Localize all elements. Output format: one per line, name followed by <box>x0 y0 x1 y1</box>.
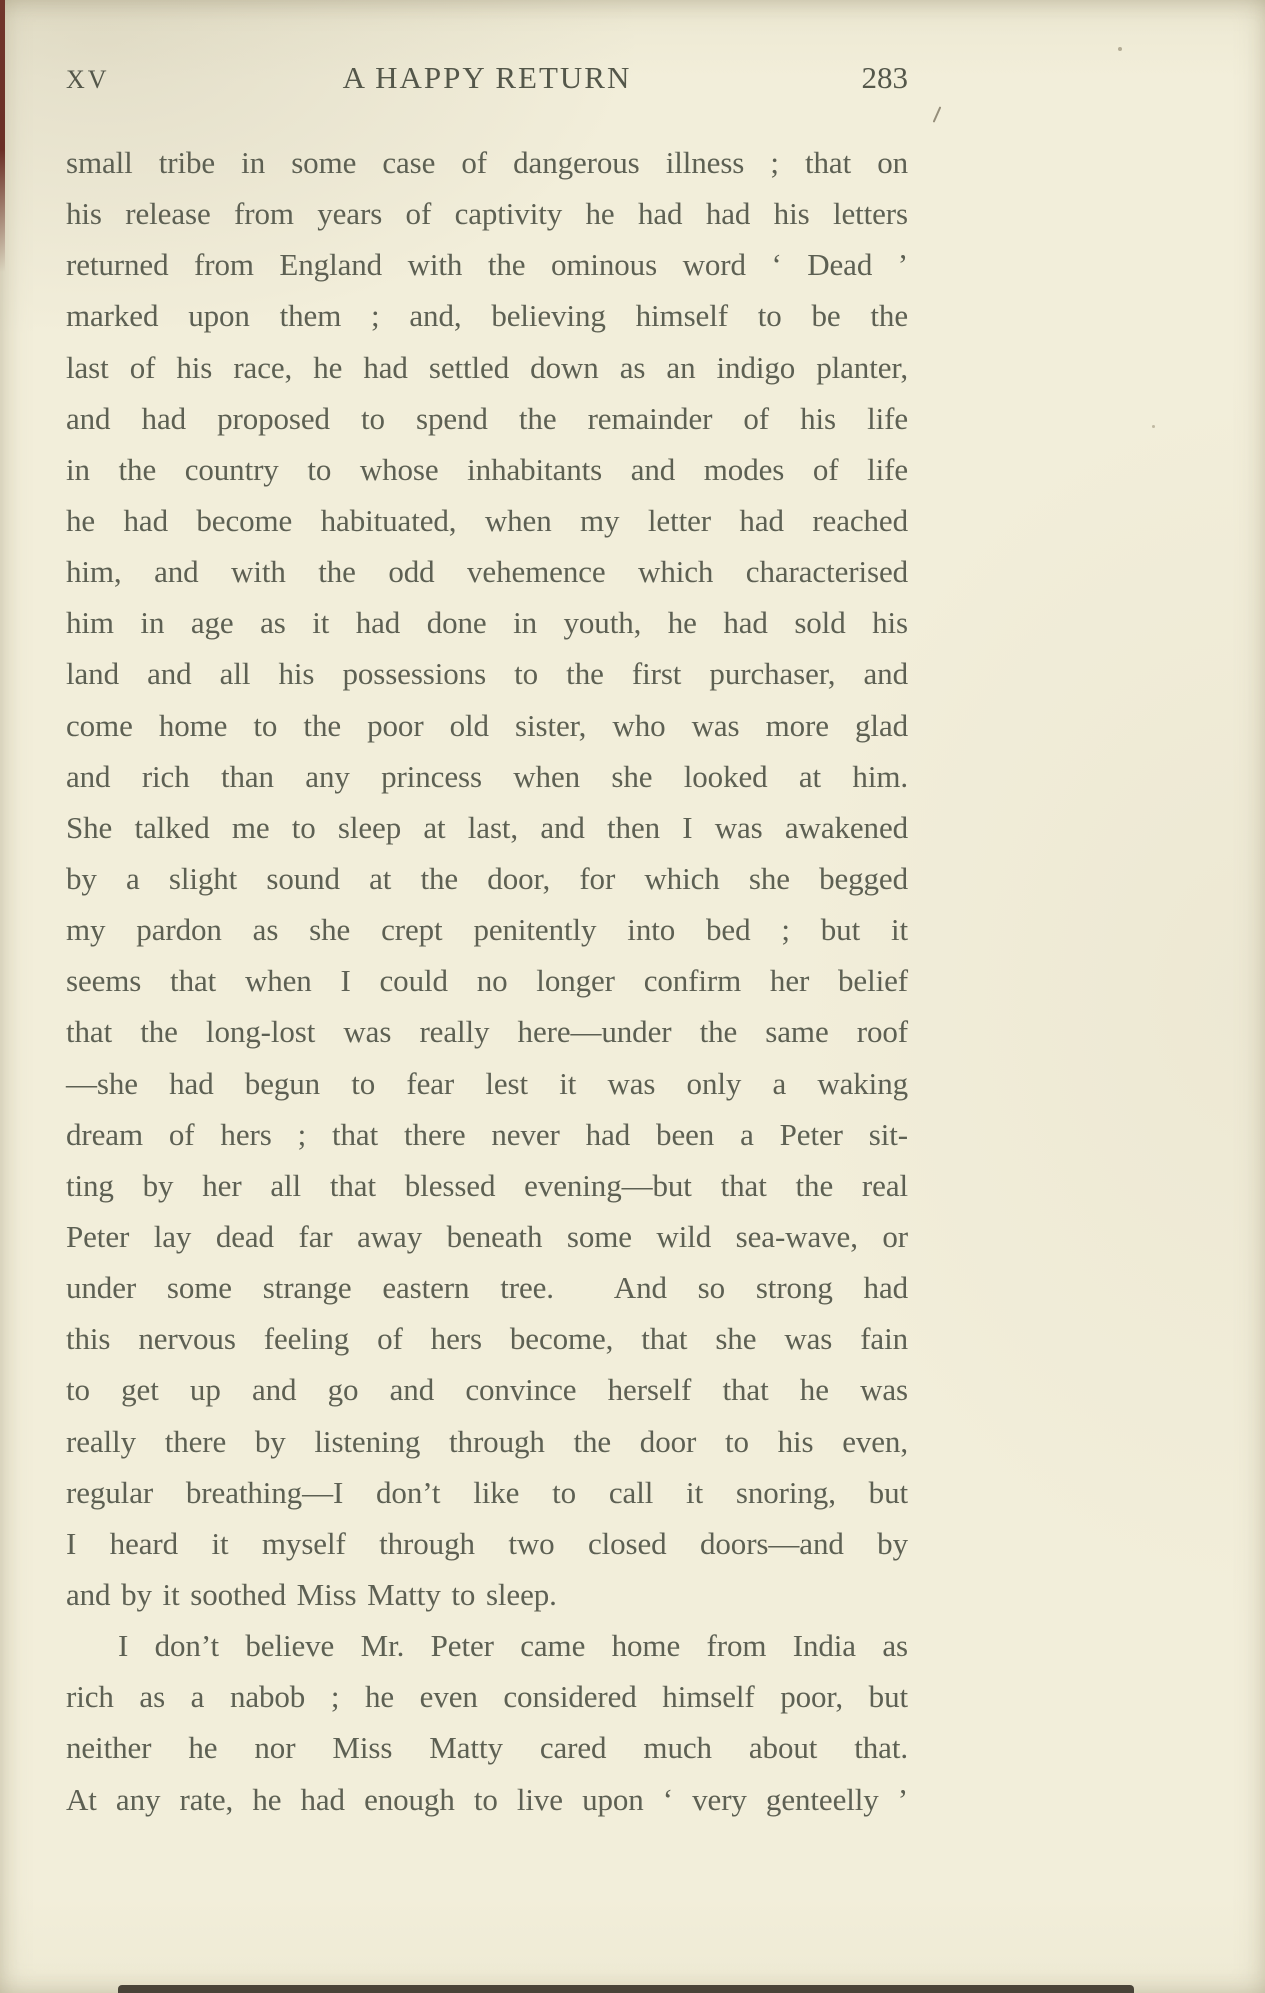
page-header-title: A HAPPY RETURN <box>342 60 632 95</box>
text-line: —she had begun to fear lest it was only a waking <box>66 1065 908 1101</box>
text-line: this nervous feeling of hers become, that she was fain <box>66 1321 908 1357</box>
text-line: my pardon as she crept penitently into bed ; but it <box>66 912 908 948</box>
page-number: 283 <box>861 60 908 95</box>
text-line: come home to the poor old sister, who was more glad <box>66 707 908 743</box>
text-line: marked upon them ; and, believing himself to be the <box>66 298 908 334</box>
text-line: small tribe in some case of dangerous illness ; that on <box>66 145 908 180</box>
text-line: At any rate, he had enough to live upon ‘ very genteelly ’ <box>66 1781 908 1817</box>
text-line: I heard it myself through two closed doors—and by <box>66 1525 908 1561</box>
text-line: returned from England with the ominous word ‘ Dead ’ <box>66 247 908 283</box>
text-line: to get up and go and convince herself that he was <box>66 1372 908 1408</box>
text-line: rich as a nabob ; he even considered himself poor, but <box>66 1679 908 1715</box>
text-line: neither he nor Miss Matty cared much about that. <box>66 1730 908 1766</box>
text-line-paragraph-start: I don’t believe Mr. Peter came home from India as <box>118 1628 908 1664</box>
text-line: that the long-lost was really here—under the same roof <box>66 1014 908 1050</box>
scan-artifact-speck <box>1152 425 1155 428</box>
chapter-number: XV <box>66 65 110 94</box>
text-line: last of his race, he had settled down as an indigo planter, <box>66 349 908 385</box>
text-line: by a slight sound at the door, for which she begged <box>66 860 908 896</box>
text-line: his release from years of captivity he had had his letters <box>66 196 908 232</box>
text-line: ting by her all that blessed evening—but that the real <box>66 1167 908 1203</box>
running-header <box>66 60 908 96</box>
scan-artifact-left-edge <box>0 0 5 272</box>
scan-artifact-speck <box>1118 47 1122 51</box>
body-text-block <box>66 137 908 1825</box>
text-line: him in age as it had done in youth, he had sold his <box>66 605 908 641</box>
text-line: him, and with the odd vehemence which characterised <box>66 554 908 590</box>
scan-artifact-bottom-edge <box>118 1985 1134 1993</box>
text-line: under some strange eastern tree. And so strong had <box>66 1270 908 1306</box>
text-line: really there by listening through the door to his even, <box>66 1423 908 1459</box>
text-line: dream of hers ; that there never had been a Peter sit- <box>66 1116 908 1152</box>
text-line: regular breathing—I don’t like to call it snoring, but <box>66 1474 908 1510</box>
text-line-paragraph-end: and by it soothed Miss Matty to sleep. <box>66 1576 557 1612</box>
text-line: Peter lay dead far away beneath some wild sea-wave, or <box>66 1218 908 1254</box>
text-line: and rich than any princess when she looked at him. <box>66 758 908 794</box>
text-line: land and all his possessions to the first purchaser, and <box>66 656 908 692</box>
text-line: in the country to whose inhabitants and modes of life <box>66 451 908 487</box>
text-line: he had become habituated, when my letter had reached <box>66 502 908 538</box>
scan-artifact-scratch <box>933 106 942 122</box>
text-line: She talked me to sleep at last, and then I was awakened <box>66 809 908 845</box>
text-line: seems that when I could no longer confirm her belief <box>66 963 908 999</box>
text-line: and had proposed to spend the remainder of his life <box>66 400 908 436</box>
